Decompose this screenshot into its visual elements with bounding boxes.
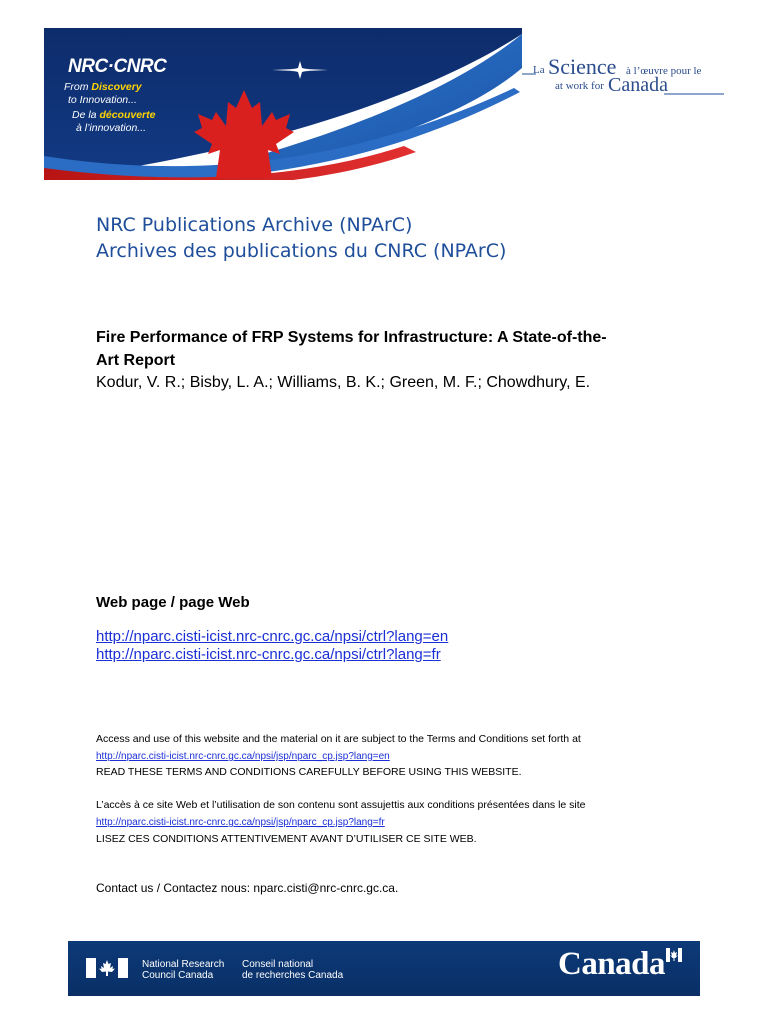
nrc-cnrc-banner xyxy=(44,28,724,180)
terms-fr-link[interactable]: http://nparc.cisti-icist.nrc-cnrc.gc.ca/npsi/jsp/nparc_cp.jsp?lang=fr xyxy=(96,817,385,828)
science-la: La xyxy=(533,64,545,76)
article-title-line2: Art Report xyxy=(96,352,176,369)
web-page-link-fr[interactable]: http://nparc.cisti-icist.nrc-cnrc.gc.ca/npsi/ctrl?lang=fr xyxy=(96,646,441,663)
slogan-fr xyxy=(72,109,155,135)
nrc-cnrc-logo: NRC·CNRC xyxy=(68,56,167,77)
slogan-fr-prefix: De la xyxy=(72,109,100,121)
science-en: at work for xyxy=(555,80,604,92)
article-title xyxy=(96,326,686,372)
footer-agency-en xyxy=(142,959,224,981)
terms-en-link[interactable]: http://nparc.cisti-icist.nrc-cnrc.gc.ca/npsi/jsp/nparc_cp.jsp?lang=en xyxy=(96,751,390,762)
web-page-heading: Web page / page Web xyxy=(96,594,250,611)
terms-fr-text: L’accès à ce site Web et l’utilisation de son contenu sont assujettis aux conditions présentées dans le site xyxy=(96,799,586,811)
footer-agency-fr-line1: Conseil national xyxy=(242,959,314,970)
archive-title-en: NRC Publications Archive (NPArC) xyxy=(96,214,413,236)
slogan-fr-innovation: à l’innovation... xyxy=(76,122,147,134)
science-canada: Canada xyxy=(608,74,668,96)
article-authors: Kodur, V. R.; Bisby, L. A.; Williams, B. K.; Green, M. F.; Chowdhury, E. xyxy=(96,374,591,391)
footer-agency-en-line1: National Research xyxy=(142,959,225,970)
wordmark-flag-icon xyxy=(666,948,682,962)
slogan-fr-decouverte: découverte xyxy=(99,109,156,121)
slogan-en-innovation: to Innovation... xyxy=(68,94,137,106)
web-page-link-en[interactable]: http://nparc.cisti-icist.nrc-cnrc.gc.ca/npsi/ctrl?lang=en xyxy=(96,628,449,645)
canada-flag-icon xyxy=(86,958,128,978)
contact-line: Contact us / Contactez nous: nparc.cisti@nrc-cnrc.gc.ca. xyxy=(96,881,399,895)
article-title-line1: Fire Performance of FRP Systems for Infrastructure: A State-of-the- xyxy=(96,329,607,346)
slogan-en-prefix: From xyxy=(64,81,92,93)
science-fr-tail: à l’œuvre pour le xyxy=(626,65,702,77)
canada-wordmark: Canada xyxy=(558,946,666,982)
terms-fr-warning: LISEZ CES CONDITIONS ATTENTIVEMENT AVANT D’UTILISER CE SITE WEB. xyxy=(96,833,477,845)
slogan-en-discovery: Discovery xyxy=(91,81,142,93)
archive-title-fr: Archives des publications du CNRC (NPArC) xyxy=(96,240,507,262)
science-wordmark: Science xyxy=(548,54,617,79)
footer-agency-en-line2: Council Canada xyxy=(142,970,214,981)
footer-agency-fr xyxy=(242,959,343,981)
slogan-en xyxy=(64,81,142,107)
terms-en-text: Access and use of this website and the material on it are subject to the Terms and Conditions set forth at xyxy=(96,733,581,745)
terms-en-warning: READ THESE TERMS AND CONDITIONS CAREFULLY BEFORE USING THIS WEBSITE. xyxy=(96,766,522,778)
footer-agency-fr-line2: de recherches Canada xyxy=(242,970,344,981)
